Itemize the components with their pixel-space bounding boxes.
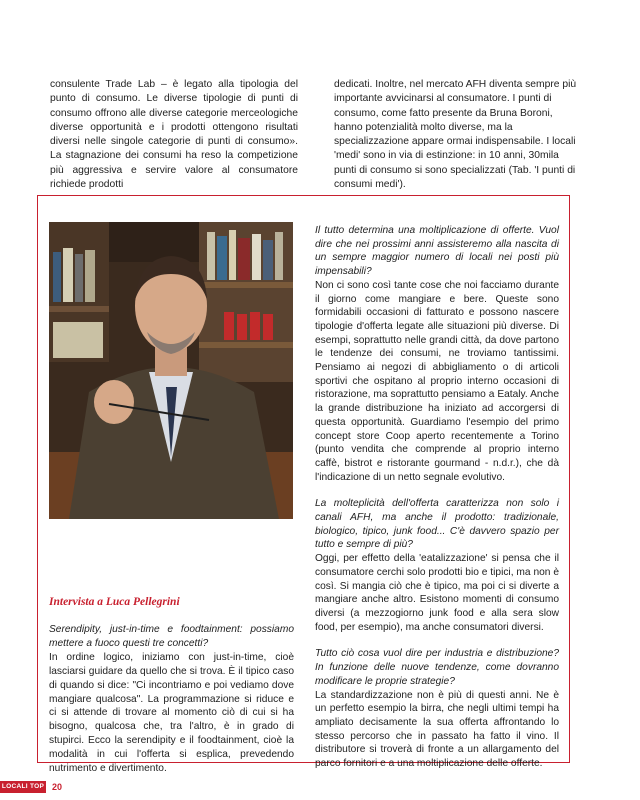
section-label: LOCALI TOP (0, 781, 46, 793)
interview-right-column (315, 224, 559, 771)
interview-question-3: La molteplicità dell'offerta caratterizza non solo i canali AFH, ma anche il prodotto: tradizionale, biologico, tipico, junk food... C'è davvero spazio per tutto e sempre di più? (315, 498, 559, 551)
interview-portrait-photo (49, 222, 293, 519)
interview-question-2: Il tutto determina una moltiplicazione di offerte. Vuol dire che nei prossimi anni assisteremo alla nascita di un sempre maggior numero di locali nei posti più impensabili? (315, 225, 559, 278)
interview-question-4: Tutto ciò cosa vuol dire per industria e distribuzione? In funzione delle nuove tendenze, come dovranno modificare le proprie strategie? (315, 648, 559, 687)
page-number: 20 (52, 782, 63, 792)
interview-left-column (49, 623, 294, 776)
interview-question-1: Serendipity, just-in-time e foodtainment: possiamo mettere a fuoco questi tre concetti? (49, 624, 294, 649)
body-text-top-left: consulente Trade Lab – è legato alla tipologia del punto di consumo. Le diverse tipologie di punti di consumo offrono alle diverse categorie merceologiche diverse opportunità e i prodotti ottengono risultati diversi nelle singole categorie di punti di consumo». La stagnazione dei consumi ha reso la competizione più aggressiva e servire valore al consumatore richiede prodotti (50, 79, 298, 191)
interview-answer-4: La standardizzazione non è più di questi anni. Ne è un perfetto esempio la birra, che negli ultimi tempi ha ampliato decisamente la sua offerta affrontando lo stesso percorso che in passato ha fatto il vino. Il distributore si troverà di fronte a un allargamento del parco fornitori e a una moltiplicazione delle offerte. (315, 689, 559, 770)
interview-answer-1: In ordine logico, iniziamo con just-in-time, cioè lasciarsi guidare da quello che si trova. È il tipico caso di quando si dice: "Ci incontriamo e poi vediamo dove mangiare qualcosa". La programmazione si riduce e ci si attende di trovare al momento ciò di cui si ha bisogno, qualcosa che, tra l'altro, è in grado di stupirci. Ecco la serendipity e il foodtainment, cioè la modalità in cui l'offerta si esplica, prevedendo nutrimento e divertimento. (49, 651, 294, 775)
interview-answer-3: Oggi, per effetto della 'eatalizzazione' si pensa che il consumatore cerchi solo prodotti bio e tipici, ma non è così. Si mangia ciò che è tipico, ma poi ci si diverte a mangiare anche altro. Esistono momenti di consumo diversi (a mezzogiorno junk food e alla sera slow food, per esempio), ma anche consumatori diversi. (315, 553, 559, 633)
interview-answer-2: Non ci sono così tante cose che noi facciamo durante il giorno come mangiare e bere. Queste sono formidabili occasioni di fatturato e possono nascere tipologie d'offerta legate alle situazioni più diverse. Di esempi, soprattutto nelle grandi città, da dove partono le tendenze dei consumi, ne troviamo tantissimi. Pensiamo ai negozi di abbigliamento o di articoli sportivi che ospitano al proprio interno occasioni di ristorazione, ma soprattutto pensiamo a Eataly. Anche la grande distribuzione ha iniziato ad accorgersi di questa opportunità. Guardiamo l'esempio del primo concept store Coop aperto recentemente a Torino (punto vendita che comprende al proprio interno caffè, bistrot e ristorante gourmand - n.d.r.), che dà l'indicazione di un netto segnale evolutivo. (315, 279, 559, 483)
interview-title: Intervista a Luca Pellegrini (49, 596, 180, 608)
body-text-top-right: dedicati. Inoltre, nel mercato AFH diventa sempre più importante avvicinarsi al consumatore. I punti di consumo, come fatto presente da Bruna Boroni, hanno potenzialità molto diverse, ma la specializzazione appare ormai indispensabile. I locali 'medi' sono in via di estinzione: in 10 anni, 30mila punti di consumo si sono specializzati (Tab. 'I punti di consumi medi'). (334, 79, 577, 191)
